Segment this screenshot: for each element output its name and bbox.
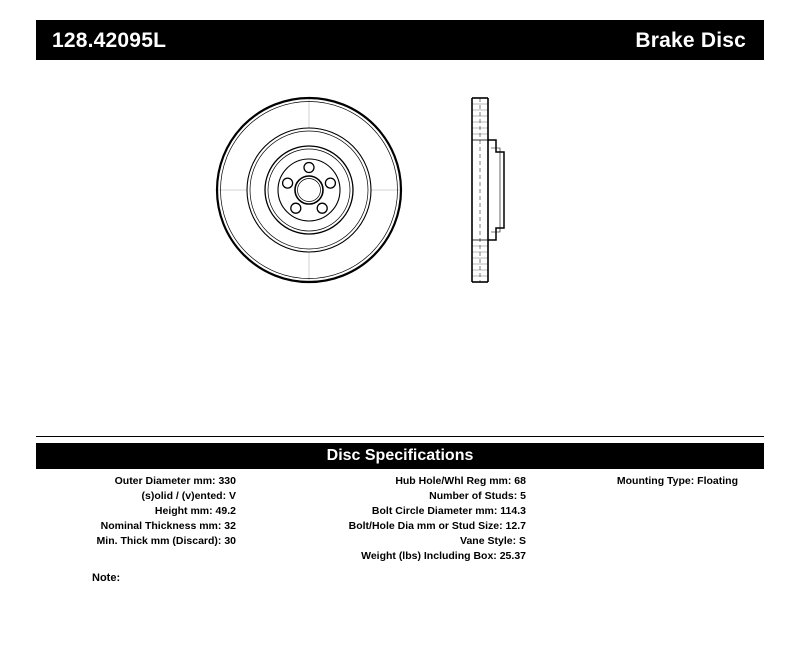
spec-item: Vane Style: S — [460, 535, 526, 547]
spec-column-middle — [242, 474, 532, 564]
spec-item: Outer Diameter mm: 330 — [114, 475, 236, 487]
spec-item: Bolt/Hole Dia mm or Stud Size: 12.7 — [348, 520, 526, 532]
header-bar — [36, 20, 764, 60]
spec-item: Nominal Thickness mm: 32 — [100, 520, 236, 532]
spec-item: Hub Hole/Whl Reg mm: 68 — [395, 475, 526, 487]
spec-columns — [36, 474, 764, 584]
note-label: Note: — [92, 572, 121, 584]
divider-rule — [36, 436, 764, 437]
spec-item: Min. Thick mm (Discard): 30 — [96, 535, 236, 547]
spec-column-right — [532, 474, 764, 489]
rotor-face-view — [217, 98, 401, 282]
spec-item: (s)olid / (v)ented: V — [141, 490, 236, 502]
part-number: 128.42095L — [52, 28, 167, 52]
spec-section-title: Disc Specifications — [326, 447, 474, 464]
spec-item: Mounting Type: Floating — [616, 475, 738, 487]
spec-item: Number of Studs: 5 — [429, 490, 526, 502]
page-title: Brake Disc — [635, 28, 746, 52]
spec-item: Weight (lbs) Including Box: 25.37 — [361, 550, 526, 562]
technical-drawing — [36, 70, 764, 425]
rotor-drawing-svg — [36, 70, 764, 425]
spec-column-left — [36, 474, 242, 549]
spec-section-header — [36, 443, 764, 469]
spec-item: Bolt Circle Diameter mm: 114.3 — [371, 505, 526, 517]
spec-item: Height mm: 49.2 — [154, 505, 236, 517]
rotor-edge-section-view — [472, 98, 504, 282]
